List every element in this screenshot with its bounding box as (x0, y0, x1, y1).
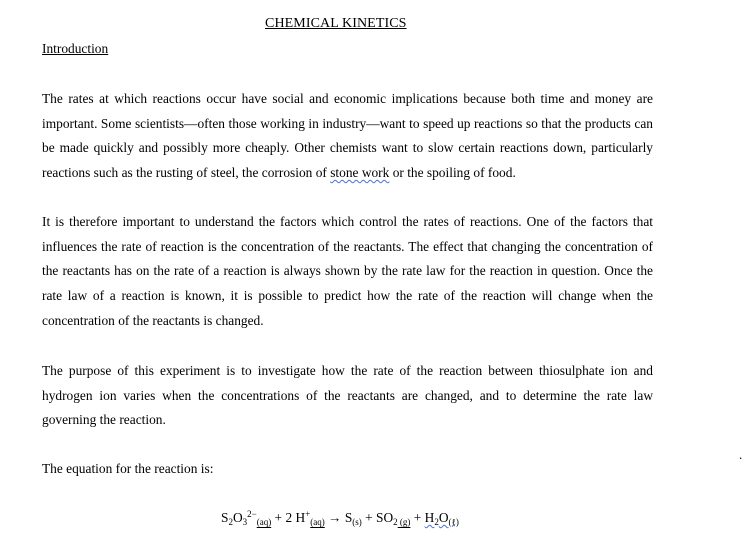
paragraph-4: The equation for the reaction is: (42, 461, 214, 476)
margin-dot: . (739, 447, 743, 462)
paragraph-3: The purpose of this experiment is to investigate how the rate of the reaction between thiosulphate ion and hydrogen ion varies when the concentrations of the reactants are changed, and to determine the rate law governing the reaction. (42, 363, 653, 428)
section-heading: Introduction (42, 41, 109, 56)
equation-water-term: $H_2O_{(\ell)}$ (424, 510, 459, 527)
paragraph-1 (42, 87, 653, 186)
paragraph-2: It is therefore important to understand the factors which control the rates of reactions. One of the factors that influences the rate of reaction is the concentration of the reactants. The effect that changing the concentration of the reactants has on the rate of a reaction is always shown by the rate law for the reaction in question. Once the rate law of a reaction is known, it is possible to predict how the rate of the reaction will change when the concentration of the reactants is changed. (42, 214, 653, 328)
paragraph-1-text-start: The rates at which reactions occur have social and economic implications because both time and money are important. Some scientists—often those working in industry—want to speed up reactions so that the products can be made quickly and possibly more cheaply. Other chemists want to slow certain reactions down, particularly reactions such as the rusting of steel, the corrosion of (42, 91, 653, 181)
paragraph-1-text-end: or the spoiling of food. (389, 165, 516, 181)
spellcheck-flagged-word[interactable]: stone work (330, 165, 390, 181)
document-title: CHEMICAL KINETICS (265, 16, 407, 31)
reaction-equation: $S_2O_3^{2-}_{(aq)} + 2$ $H^+_{(aq)} \to S_{(s)} + SO_2$ $_{(g)} + H_2O_{(\ell)}$ (221, 509, 459, 527)
